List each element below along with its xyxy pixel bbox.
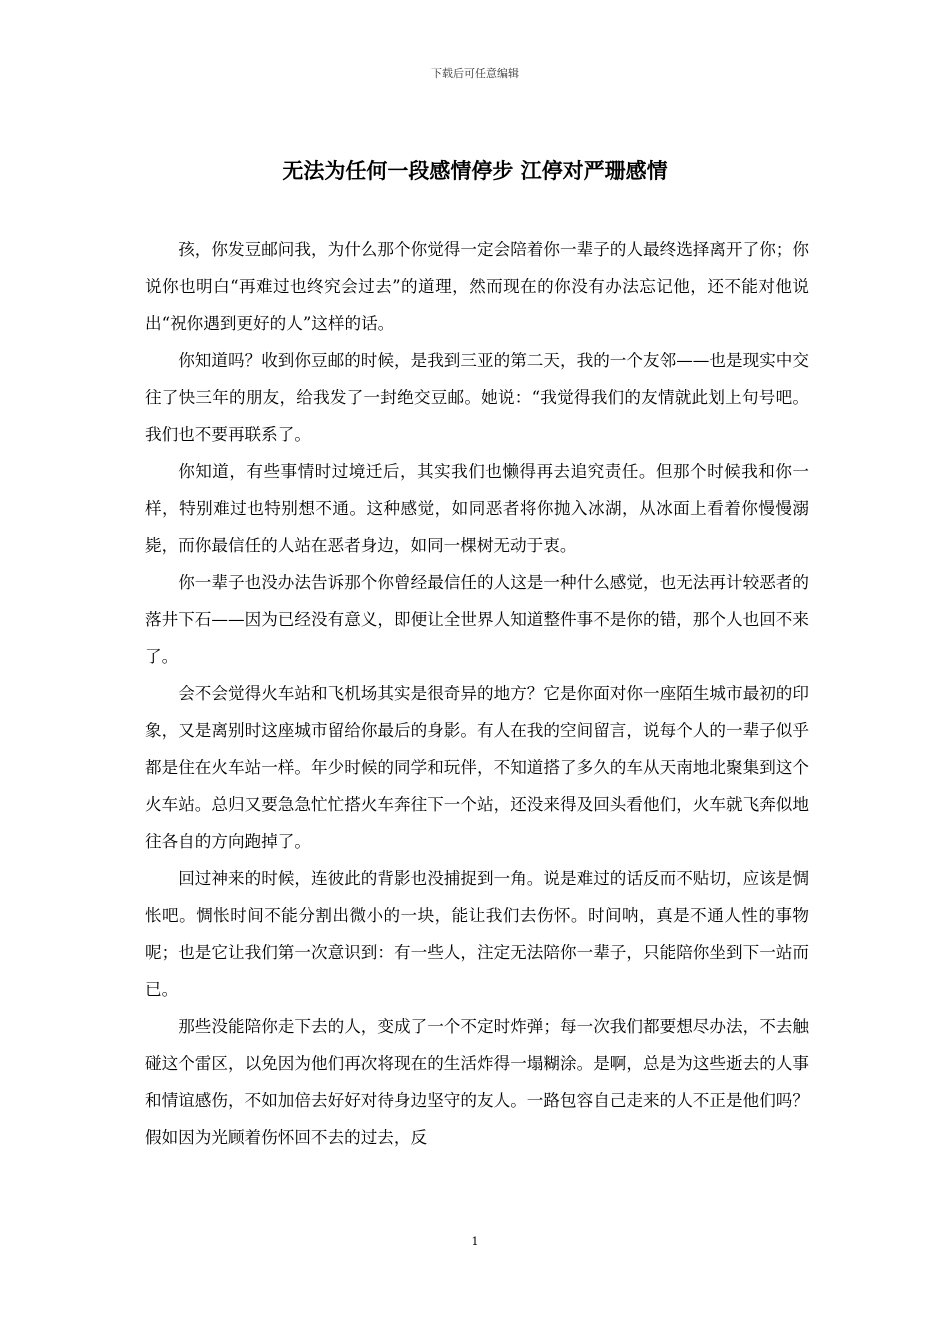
paragraph: 会不会觉得火车站和飞机场其实是很奇异的地方？它是你面对你一座陌生城市最初的印象，又是离别时这座城市留给你最后的身影。有人在我的空间留言，说每个人的一辈子似乎都是住在火车站一样。年少时候的同学和玩伴，不知道搭了多久的车从天南地北聚集到这个火车站。总归又要急急忙忙搭火车奔往下一个站，还没来得及回头看他们，火车就飞奔似地往各自的方向跑掉了。 bbox=[145, 684, 809, 851]
document-body bbox=[145, 231, 809, 1156]
page-number: 1 bbox=[471, 1235, 479, 1248]
header-note: 下载后可任意编辑 bbox=[431, 67, 519, 80]
paragraph: 你知道吗？收到你豆邮的时候，是我到三亚的第二天，我的一个友邻——也是现实中交往了快三年的朋友，给我发了一封绝交豆邮。她说：“我觉得我们的友情就此划上句号吧。我们也不要再联系了。 bbox=[145, 351, 809, 444]
paragraph: 回过神来的时候，连彼此的背影也没捕捉到一角。说是难过的话反而不贴切，应该是惆怅吧。惆怅时间不能分割出微小的一块，能让我们去伤怀。时间呐，真是不通人性的事物呢；也是它让我们第一次意识到：有一些人，注定无法陪你一辈子，只能陪你坐到下一站而已。 bbox=[145, 869, 809, 999]
paragraph: 你知道，有些事情时过境迁后，其实我们也懒得再去追究责任。但那个时候我和你一样，特别难过也特别想不通。这种感觉，如同恶者将你抛入冰湖，从冰面上看着你慢慢溺毙，而你最信任的人站在恶者身边，如同一棵树无动于衷。 bbox=[145, 462, 809, 555]
paragraph: 孩，你发豆邮问我，为什么那个你觉得一定会陪着你一辈子的人最终选择离开了你；你说你也明白“再难过也终究会过去”的道理，然而现在的你没有办法忘记他，还不能对他说出“祝你遇到更好的人”这样的话。 bbox=[145, 240, 809, 333]
paragraph: 你一辈子也没办法告诉那个你曾经最信任的人这是一种什么感觉，也无法再计较恶者的落井下石——因为已经没有意义，即便让全世界人知道整件事不是你的错，那个人也回不来了。 bbox=[145, 573, 809, 666]
document-title: 无法为任何一段感情停步 江停对严珊感情 bbox=[282, 158, 668, 183]
paragraph: 那些没能陪你走下去的人，变成了一个不定时炸弹；每一次我们都要想尽办法，不去触碰这个雷区，以免因为他们再次将现在的生活炸得一塌糊涂。是啊，总是为这些逝去的人事和情谊感伤，不如加倍去好好对待身边坚守的友人。一路包容自己走来的人不正是他们吗？假如因为光顾着伤怀回不去的过去，反 bbox=[145, 1017, 809, 1147]
